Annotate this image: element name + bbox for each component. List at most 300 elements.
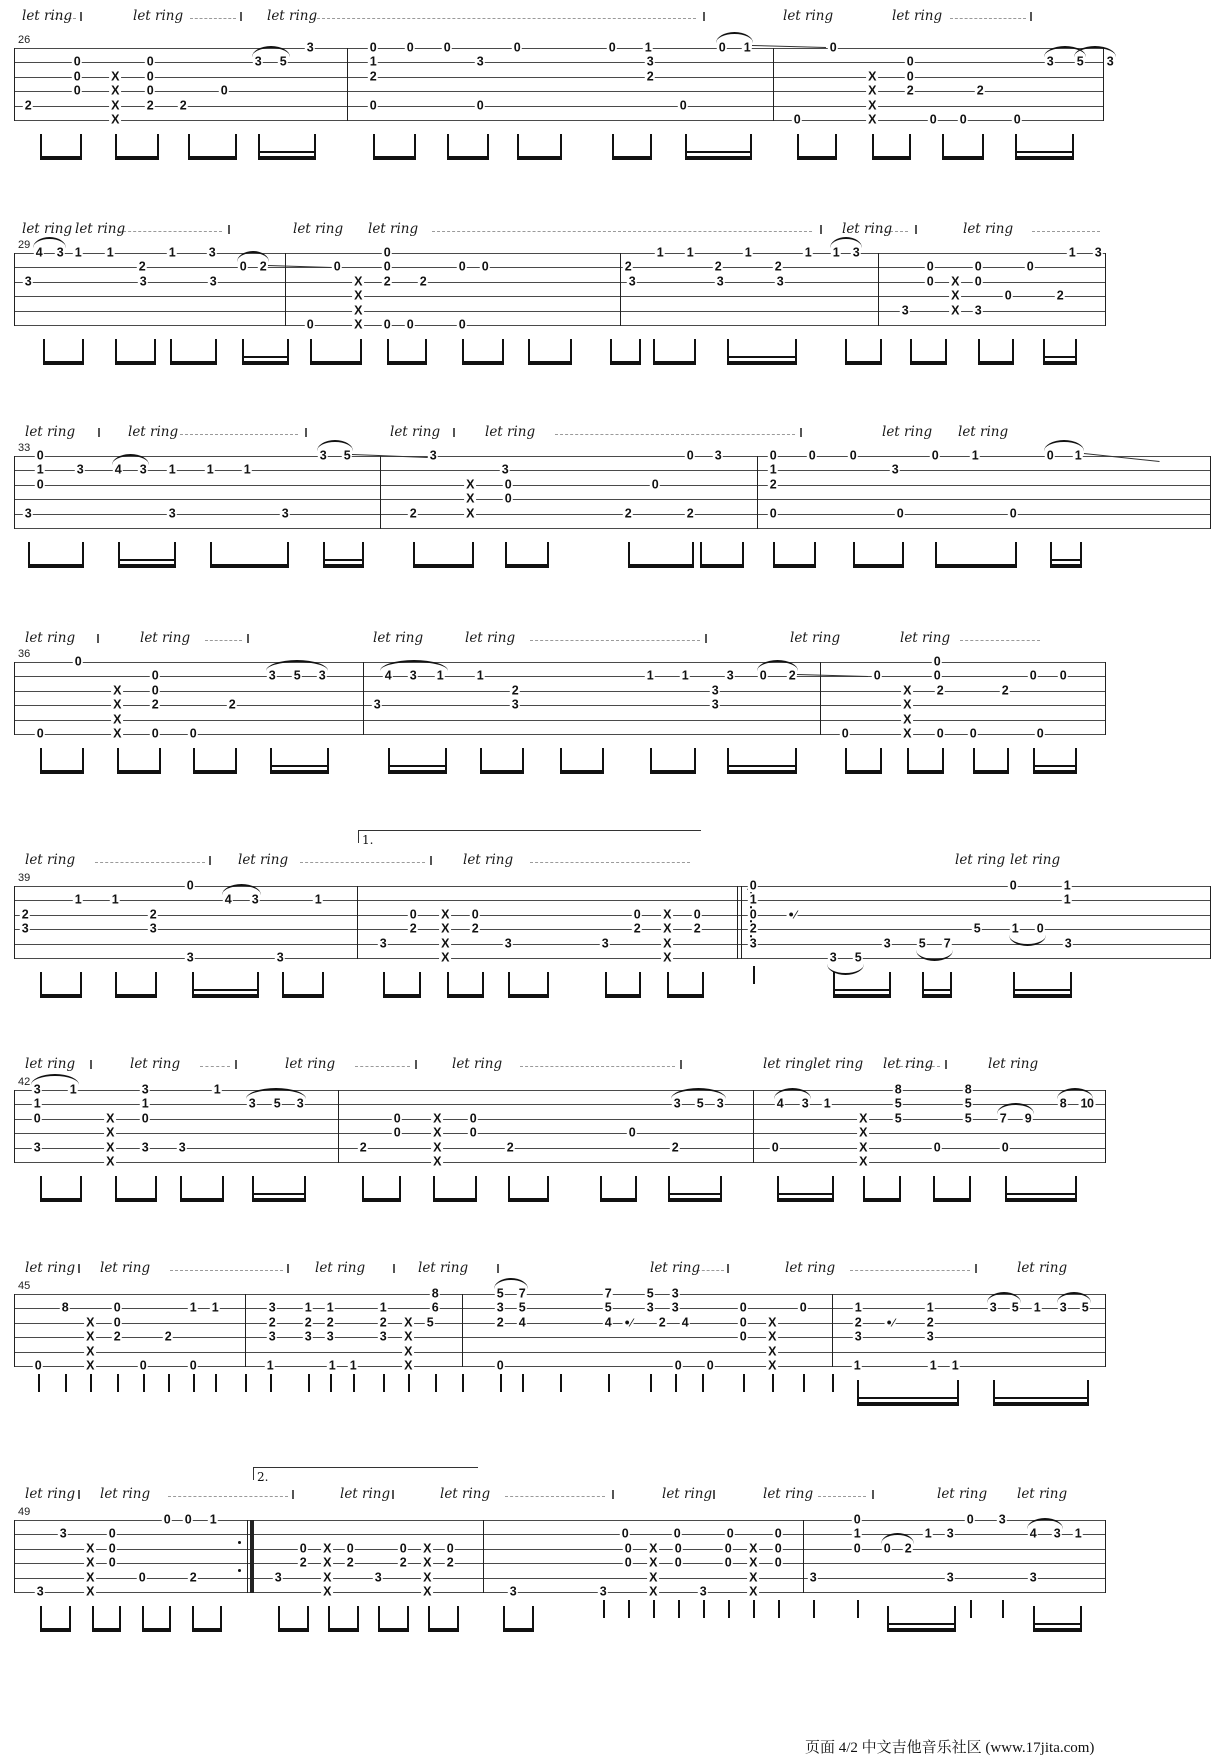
tab-number: 3 bbox=[24, 274, 32, 289]
let-ring-end-tick bbox=[98, 428, 100, 437]
tab-number: 0 bbox=[333, 259, 341, 274]
tab-number: 3 bbox=[318, 668, 326, 683]
tab-number: 1 bbox=[749, 892, 757, 907]
staff-line bbox=[14, 62, 1103, 63]
tab-number: 1 bbox=[211, 1300, 219, 1315]
tab-number: 0 bbox=[808, 448, 816, 463]
note-stem bbox=[728, 1600, 730, 1618]
tab-number: 1 bbox=[189, 1300, 197, 1315]
tab-number: 8 bbox=[1059, 1096, 1067, 1111]
barline bbox=[363, 662, 364, 735]
volta-number: 2. bbox=[257, 1470, 269, 1484]
tab-number: 1 bbox=[951, 1358, 959, 1373]
staff-line bbox=[14, 499, 1210, 500]
let-ring-dashes bbox=[200, 1066, 230, 1067]
rhythm-beam bbox=[845, 748, 882, 774]
note-stem bbox=[813, 1600, 815, 1618]
staff-line bbox=[14, 77, 1103, 78]
tab-number: 0 bbox=[36, 726, 44, 741]
dead-note-x: X bbox=[868, 97, 876, 112]
tab-number: 0 bbox=[139, 1358, 147, 1373]
let-ring-label: let ring bbox=[1017, 1260, 1068, 1276]
rhythm-beam bbox=[872, 134, 911, 160]
tab-number: 2 bbox=[936, 683, 944, 698]
tab-number: 0 bbox=[749, 878, 757, 893]
tab-number: 2 bbox=[21, 907, 29, 922]
let-ring-label: let ring bbox=[390, 424, 441, 440]
note-stem bbox=[270, 1374, 272, 1392]
tab-number: 0 bbox=[399, 1541, 407, 1556]
tab-number: 2 bbox=[774, 259, 782, 274]
dead-note-x: X bbox=[466, 491, 474, 506]
tab-number: 8 bbox=[964, 1082, 972, 1097]
tab-number: 3 bbox=[281, 505, 289, 520]
tab-number: 0 bbox=[686, 448, 694, 463]
eighth-rest-icon: •⁄ bbox=[623, 1316, 633, 1330]
rhythm-beam bbox=[387, 339, 427, 365]
note-stem bbox=[168, 1374, 170, 1392]
tab-number: 5 bbox=[426, 1315, 434, 1330]
rhythm-beam bbox=[797, 134, 837, 160]
note-stem bbox=[65, 1374, 67, 1392]
volta-bracket bbox=[253, 1467, 478, 1484]
measure-number: 36 bbox=[18, 648, 31, 660]
tab-number: 3 bbox=[1064, 935, 1072, 950]
tab-number: 1 bbox=[69, 1082, 77, 1097]
staff-edge bbox=[1105, 1090, 1106, 1163]
tab-number: 2 bbox=[633, 921, 641, 936]
tab-number: 3 bbox=[673, 1096, 681, 1111]
tab-number: 0 bbox=[73, 83, 81, 98]
let-ring-label: let ring bbox=[373, 630, 424, 646]
tab-number: 0 bbox=[853, 1512, 861, 1527]
let-ring-end-tick bbox=[800, 428, 802, 437]
tab-number: 0 bbox=[369, 97, 377, 112]
tab-number: 3 bbox=[373, 697, 381, 712]
tab-number: 5 bbox=[918, 935, 926, 950]
tab-number: 3 bbox=[699, 1584, 707, 1599]
rhythm-beam bbox=[560, 748, 604, 774]
dead-note-x: X bbox=[951, 274, 959, 289]
tab-number: 3 bbox=[76, 462, 84, 477]
tab-number: 0 bbox=[769, 505, 777, 520]
tab-number: 0 bbox=[959, 112, 967, 127]
measure-number: 42 bbox=[18, 1076, 31, 1088]
staff-edge bbox=[14, 886, 15, 959]
rhythm-beam bbox=[857, 1380, 959, 1406]
let-ring-dashes bbox=[505, 1496, 605, 1497]
note-stem bbox=[500, 1374, 502, 1392]
sixteenth-beam-bar bbox=[1035, 765, 1075, 767]
staff-edge bbox=[14, 456, 15, 529]
tab-number: 2 bbox=[854, 1315, 862, 1330]
tab-number: 5 bbox=[696, 1096, 704, 1111]
staff-line bbox=[14, 253, 1105, 254]
dead-note-x: X bbox=[423, 1569, 431, 1584]
let-ring-end-tick bbox=[705, 634, 707, 643]
rhythm-beam bbox=[43, 339, 84, 365]
tab-number: 2 bbox=[369, 69, 377, 84]
tab-number: 0 bbox=[926, 259, 934, 274]
tab-number: 1 bbox=[266, 1358, 274, 1373]
tab-number: 7 bbox=[518, 1286, 526, 1301]
tab-number: 2 bbox=[419, 274, 427, 289]
dead-note-x: X bbox=[649, 1584, 657, 1599]
tab-number: 0 bbox=[306, 317, 314, 332]
rhythm-beam bbox=[258, 134, 316, 160]
let-ring-dashes bbox=[168, 1496, 288, 1497]
tab-number: 0 bbox=[504, 477, 512, 492]
barline bbox=[245, 1294, 246, 1367]
tab-number: 0 bbox=[163, 1512, 171, 1527]
let-ring-dashes bbox=[312, 18, 696, 19]
note-stem bbox=[772, 1374, 774, 1392]
dead-note-x: X bbox=[749, 1584, 757, 1599]
slur-arc bbox=[830, 237, 862, 248]
tab-number: 0 bbox=[146, 54, 154, 69]
rhythm-beam bbox=[653, 339, 696, 365]
sixteenth-beam-bar bbox=[995, 1397, 1087, 1399]
let-ring-label: let ring bbox=[955, 852, 1006, 868]
tab-number: 0 bbox=[633, 907, 641, 922]
rhythm-beam bbox=[115, 1176, 157, 1202]
tab-number: 1 bbox=[929, 1358, 937, 1373]
sixteenth-beam-bar bbox=[1035, 1623, 1080, 1625]
tab-number: 2 bbox=[149, 907, 157, 922]
dead-note-x: X bbox=[433, 1154, 441, 1169]
tab-number: 5 bbox=[1081, 1300, 1089, 1315]
rhythm-beam bbox=[503, 1606, 534, 1632]
tab-number: 1 bbox=[832, 245, 840, 260]
rhythm-beam bbox=[650, 748, 696, 774]
staff-line bbox=[14, 325, 1105, 326]
tab-number: 3 bbox=[374, 1569, 382, 1584]
dead-note-x: X bbox=[768, 1329, 776, 1344]
let-ring-dashes bbox=[520, 1066, 675, 1067]
let-ring-dashes bbox=[1032, 231, 1100, 232]
staff-line bbox=[14, 1162, 1105, 1163]
tab-number: 4 bbox=[224, 892, 232, 907]
tab-number: 1 bbox=[971, 448, 979, 463]
tab-number: 8 bbox=[894, 1082, 902, 1097]
tab-number: 5 bbox=[854, 950, 862, 965]
volta-number: 1. bbox=[362, 833, 374, 847]
tab-number: 2 bbox=[506, 1139, 514, 1154]
tab-number: 2 bbox=[496, 1315, 504, 1330]
tab-number: 2 bbox=[976, 83, 984, 98]
sixteenth-beam-bar bbox=[1007, 1193, 1075, 1195]
rhythm-beam bbox=[373, 134, 416, 160]
dead-note-x: X bbox=[86, 1584, 94, 1599]
tab-number: 0 bbox=[933, 668, 941, 683]
barline bbox=[878, 253, 879, 326]
let-ring-label: let ring bbox=[238, 852, 289, 868]
let-ring-label: let ring bbox=[763, 1486, 814, 1502]
tab-number: 3 bbox=[901, 302, 909, 317]
let-ring-label: let ring bbox=[813, 1056, 864, 1072]
let-ring-label: let ring bbox=[900, 630, 951, 646]
dead-note-x: X bbox=[113, 683, 121, 698]
staff-line bbox=[14, 456, 1210, 457]
let-ring-end-tick bbox=[945, 1060, 947, 1069]
tab-number: 0 bbox=[138, 1569, 146, 1584]
staff-edge bbox=[1105, 1520, 1106, 1593]
tab-number: 3 bbox=[1046, 54, 1054, 69]
rhythm-beam bbox=[115, 134, 159, 160]
measure-number: 33 bbox=[18, 442, 31, 454]
tab-number: 0 bbox=[931, 448, 939, 463]
dead-note-x: X bbox=[663, 950, 671, 965]
let-ring-label: let ring bbox=[1010, 852, 1061, 868]
note-stem bbox=[803, 1374, 805, 1392]
tab-number: 1 bbox=[326, 1300, 334, 1315]
tab-number: 2 bbox=[671, 1139, 679, 1154]
tab-number: 1 bbox=[379, 1300, 387, 1315]
dead-note-x: X bbox=[441, 935, 449, 950]
tab-number: 0 bbox=[146, 83, 154, 98]
volta-bracket bbox=[358, 830, 701, 847]
note-stem bbox=[408, 1374, 410, 1392]
sixteenth-beam-bar bbox=[859, 1397, 957, 1399]
rhythm-beam bbox=[1013, 972, 1072, 998]
tab-number: 3 bbox=[59, 1526, 67, 1541]
tab-number: 5 bbox=[518, 1300, 526, 1315]
let-ring-label: let ring bbox=[662, 1486, 713, 1502]
double-barline bbox=[737, 886, 738, 959]
tab-number: 0 bbox=[1046, 448, 1054, 463]
tab-number: 0 bbox=[853, 1541, 861, 1556]
tab-number: 0 bbox=[739, 1300, 747, 1315]
tab-number: 3 bbox=[852, 245, 860, 260]
staff-line bbox=[14, 267, 1105, 268]
note-stem bbox=[603, 1600, 605, 1618]
dead-note-x: X bbox=[903, 711, 911, 726]
barline bbox=[347, 48, 348, 121]
note-stem bbox=[743, 1374, 745, 1392]
tab-number: 5 bbox=[646, 1286, 654, 1301]
tab-number: 1 bbox=[686, 245, 694, 260]
tab-number: 1 bbox=[349, 1358, 357, 1373]
let-ring-label: let ring bbox=[140, 630, 191, 646]
dead-note-x: X bbox=[111, 112, 119, 127]
let-ring-end-tick bbox=[703, 12, 705, 21]
let-ring-dashes bbox=[355, 1066, 410, 1067]
rhythm-beam bbox=[942, 134, 984, 160]
let-ring-end-tick bbox=[713, 1490, 715, 1499]
dead-note-x: X bbox=[111, 69, 119, 84]
tab-number: 1 bbox=[328, 1358, 336, 1373]
dead-note-x: X bbox=[323, 1555, 331, 1570]
let-ring-end-tick bbox=[612, 1490, 614, 1499]
tab-number: 2 bbox=[146, 97, 154, 112]
staff-line bbox=[14, 1352, 1105, 1353]
rhythm-beam bbox=[28, 542, 84, 568]
tab-number: 1 bbox=[1068, 245, 1076, 260]
rhythm-beam bbox=[1015, 134, 1074, 160]
tab-number: 3 bbox=[186, 950, 194, 965]
tab-number: 3 bbox=[296, 1096, 304, 1111]
tab-number: 0 bbox=[771, 1139, 779, 1154]
let-ring-end-tick bbox=[915, 225, 917, 234]
staff-edge bbox=[1105, 1294, 1106, 1367]
sixteenth-beam-bar bbox=[254, 1193, 304, 1195]
let-ring-label: let ring bbox=[25, 1486, 76, 1502]
note-stem bbox=[675, 1374, 677, 1392]
tab-number: 5 bbox=[964, 1111, 972, 1126]
tab-number: 0 bbox=[724, 1541, 732, 1556]
tab-number: 3 bbox=[409, 668, 417, 683]
tab-number: 1 bbox=[1011, 921, 1019, 936]
tab-number: 0 bbox=[1009, 878, 1017, 893]
tab-number: 2 bbox=[326, 1315, 334, 1330]
rhythm-beam bbox=[1033, 748, 1077, 774]
sixteenth-beam-bar bbox=[260, 151, 314, 153]
tab-number: 0 bbox=[883, 1541, 891, 1556]
tab-number: 3 bbox=[178, 1139, 186, 1154]
let-ring-end-tick bbox=[78, 1490, 80, 1499]
rhythm-beam bbox=[505, 542, 549, 568]
let-ring-end-tick bbox=[430, 856, 432, 865]
staff-edge bbox=[14, 1294, 15, 1367]
tab-number: 0 bbox=[186, 878, 194, 893]
tab-number: 3 bbox=[496, 1300, 504, 1315]
let-ring-dashes bbox=[300, 862, 425, 863]
tab-number: 3 bbox=[274, 1569, 282, 1584]
let-ring-label: let ring bbox=[842, 221, 893, 237]
tab-number: 5 bbox=[496, 1286, 504, 1301]
let-ring-dashes bbox=[530, 640, 700, 641]
let-ring-label: let ring bbox=[25, 424, 76, 440]
tab-number: 2 bbox=[1001, 683, 1009, 698]
tab-number: 0 bbox=[974, 259, 982, 274]
rhythm-beam bbox=[508, 1176, 549, 1202]
tab-number: 0 bbox=[673, 1526, 681, 1541]
rhythm-beam bbox=[773, 542, 816, 568]
tab-number: 3 bbox=[891, 462, 899, 477]
tab-number: 5 bbox=[343, 448, 351, 463]
rhythm-beam bbox=[973, 748, 1009, 774]
tab-number: 3 bbox=[801, 1096, 809, 1111]
let-ring-end-tick bbox=[680, 1060, 682, 1069]
dead-note-x: X bbox=[868, 112, 876, 127]
tab-number: 0 bbox=[73, 69, 81, 84]
staff-line bbox=[14, 470, 1210, 471]
tab-number: 1 bbox=[926, 1300, 934, 1315]
dead-note-x: X bbox=[323, 1569, 331, 1584]
tab-number: 3 bbox=[248, 1096, 256, 1111]
let-ring-label: let ring bbox=[988, 1056, 1039, 1072]
slur-arc bbox=[317, 440, 353, 451]
dead-note-x: X bbox=[649, 1569, 657, 1584]
tab-number: 2 bbox=[346, 1555, 354, 1570]
tab-number: 1 bbox=[106, 245, 114, 260]
note-stem bbox=[193, 1374, 195, 1392]
tab-number: 0 bbox=[793, 112, 801, 127]
rhythm-beam bbox=[413, 542, 474, 568]
tab-number: 0 bbox=[471, 907, 479, 922]
note-stem bbox=[678, 1600, 680, 1618]
dead-note-x: X bbox=[323, 1541, 331, 1556]
tab-number: 4 bbox=[35, 245, 43, 260]
dead-note-x: X bbox=[354, 302, 362, 317]
tab-number: 1 bbox=[1074, 448, 1082, 463]
rhythm-beam bbox=[170, 339, 217, 365]
tab-number: 4 bbox=[681, 1315, 689, 1330]
tab-number: 0 bbox=[929, 112, 937, 127]
tab-number: 3 bbox=[1059, 1300, 1067, 1315]
tab-number: 0 bbox=[189, 726, 197, 741]
tab-number: 3 bbox=[716, 1096, 724, 1111]
dead-note-x: X bbox=[354, 317, 362, 332]
tab-number: 0 bbox=[476, 97, 484, 112]
dead-note-x: X bbox=[749, 1541, 757, 1556]
tab-number: 5 bbox=[1011, 1300, 1019, 1315]
sixteenth-beam-bar bbox=[120, 559, 174, 561]
sixteenth-beam-bar bbox=[729, 356, 795, 358]
tab-number: 5 bbox=[973, 921, 981, 936]
tab-number: 0 bbox=[406, 40, 414, 55]
tab-number: 1 bbox=[304, 1300, 312, 1315]
dead-note-x: X bbox=[749, 1569, 757, 1584]
staff-line bbox=[14, 296, 1105, 297]
rhythm-beam bbox=[388, 748, 447, 774]
let-ring-label: let ring bbox=[75, 221, 126, 237]
tab-number: 3 bbox=[429, 448, 437, 463]
tab-number: 1 bbox=[743, 40, 751, 55]
rhythm-beam bbox=[447, 134, 489, 160]
tab-number: 3 bbox=[476, 54, 484, 69]
tab-number: 3 bbox=[1094, 245, 1102, 260]
let-ring-label: let ring bbox=[452, 1056, 503, 1072]
tab-number: 3 bbox=[209, 274, 217, 289]
staff-line bbox=[14, 1294, 1105, 1295]
tab-number: 0 bbox=[184, 1512, 192, 1527]
tab-number: 3 bbox=[168, 505, 176, 520]
tab-number: 3 bbox=[141, 1139, 149, 1154]
tab-number: 1 bbox=[436, 668, 444, 683]
dead-note-x: X bbox=[106, 1125, 114, 1140]
tab-number: 2 bbox=[769, 477, 777, 492]
let-ring-end-tick bbox=[453, 428, 455, 437]
tab-number: 0 bbox=[749, 907, 757, 922]
dead-note-x: X bbox=[951, 288, 959, 303]
tab-number: 10 bbox=[1080, 1096, 1094, 1111]
tab-number: 3 bbox=[646, 1300, 654, 1315]
barline bbox=[803, 1520, 804, 1593]
tab-number: 1 bbox=[823, 1096, 831, 1111]
tab-number: 5 bbox=[1076, 54, 1084, 69]
rhythm-beam bbox=[40, 1606, 71, 1632]
let-ring-label: let ring bbox=[315, 1260, 366, 1276]
tab-number: 0 bbox=[974, 274, 982, 289]
tab-number: 3 bbox=[711, 697, 719, 712]
tab-number: 0 bbox=[896, 505, 904, 520]
note-stem bbox=[653, 1600, 655, 1618]
tab-number: 3 bbox=[1029, 1569, 1037, 1584]
tab-number: 3 bbox=[716, 274, 724, 289]
measure-number: 29 bbox=[18, 239, 31, 251]
dead-note-x: X bbox=[868, 69, 876, 84]
let-ring-label: let ring bbox=[25, 1260, 76, 1276]
let-ring-end-tick bbox=[228, 225, 230, 234]
tab-number: 3 bbox=[946, 1569, 954, 1584]
tab-number: 0 bbox=[383, 317, 391, 332]
tab-number: 5 bbox=[293, 668, 301, 683]
tab-number: 1 bbox=[243, 462, 251, 477]
tab-number: 2 bbox=[138, 259, 146, 274]
rhythm-beam bbox=[863, 1176, 901, 1202]
dead-note-x: X bbox=[768, 1358, 776, 1373]
